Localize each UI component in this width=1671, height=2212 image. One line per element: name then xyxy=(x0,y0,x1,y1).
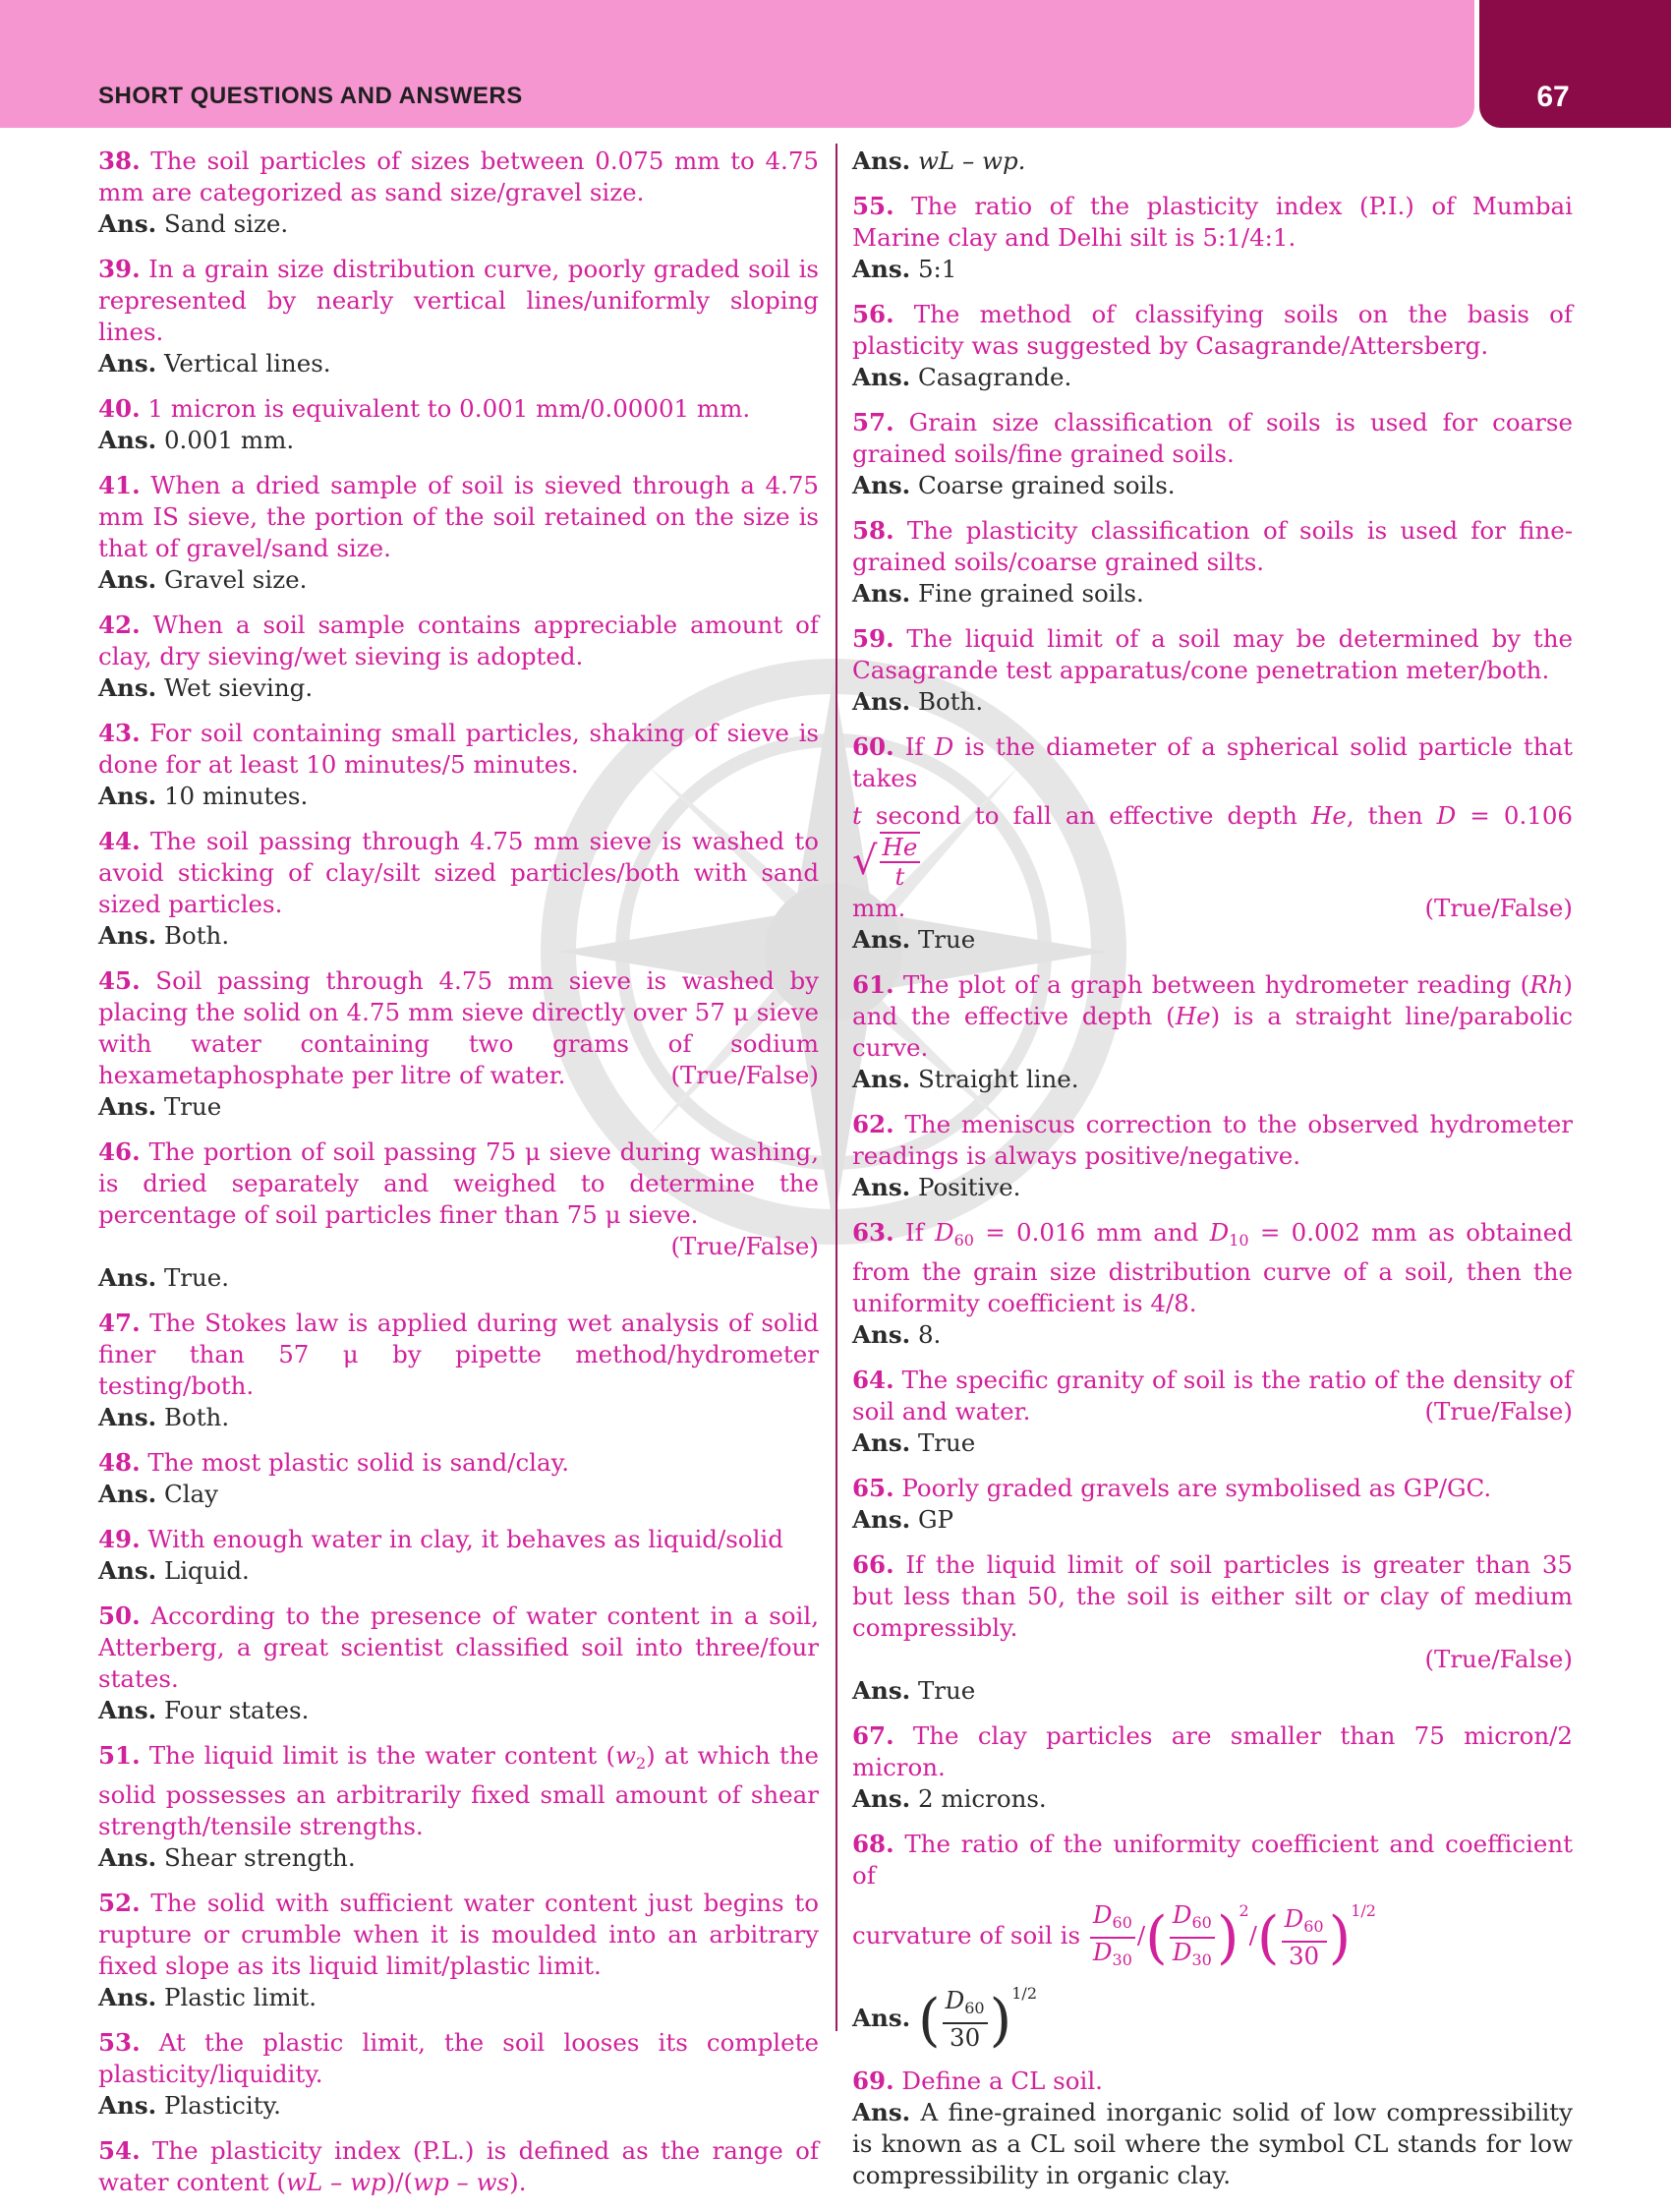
page-number-tab xyxy=(1479,0,1671,128)
qa-54: 54. The plasticity index (P.L.) is defined as the range of water content (wL – wp)/(wp – ws). xyxy=(98,2136,819,2196)
qa-50: 50. According to the presence of water content in a soil, Atterberg, a great scientist classified soil into three/four states. Ans. Four states. xyxy=(98,1601,819,1724)
page-number: 67 xyxy=(1536,81,1570,113)
qa-69: 69. Define a CL soil. Ans. A fine-grained inorganic solid of low compressibility is known as a CL soil where the symbol CL stands for low compressibility in organic clay. xyxy=(852,2066,1573,2189)
qa-44: 44. The soil passing through 4.75 mm sieve is washed to avoid sticking of clay/silt sized particles/both with sand sized particles. Ans. Both. xyxy=(98,827,819,950)
header-bar xyxy=(0,0,1474,128)
fraction-d60-d30: $\frac{D_{60}}{D_{30}}$ xyxy=(1090,1901,1135,1974)
qa-55: 55. The ratio of the plasticity index (P.I.) of Mumbai Marine clay and Delhi silt is 5:1/4:1. Ans. 5:1 xyxy=(852,192,1573,283)
qa-58: 58. The plasticity classification of soils is used for fine-grained soils/coarse grained silts. Ans. Fine grained soils. xyxy=(852,516,1573,608)
qa-68: 68. The ratio of the uniformity coefficient and coefficient of curvature of soil is $\frac{D_{60}}{D_{30}}$ /( $\frac{D_{60}}{D_{30}}$ )$^2$/( $\frac{D_{60}}{30}$ )$^{1/2}$ Ans. ( $\frac{D_{60}}{30}$ )$^{1/2}$ xyxy=(852,1830,1574,2053)
qa-63: 63. If $D_{60} = 0.016$ mm and $D_{10} = 0.002$ mm as obtained from the grain size distribution curve of a soil, then the uniformity coefficient is 4/8. Ans. 8. xyxy=(852,1218,1573,1349)
qa-41: 41. When a dried sample of soil is sieved through a 4.75 mm IS sieve, the portion of the soil retained on the size is that of gravel/sand size. Ans. Gravel size. xyxy=(98,471,819,594)
qa-39: 39. In a grain size distribution curve, poorly graded soil is represented by nearly vertical lines/uniformly sloping lines. Ans. Vertical lines. xyxy=(98,255,819,378)
right-column xyxy=(852,146,1573,2205)
qa-43: 43. For soil containing small particles, shaking of sieve is done for at least 10 minutes/5 minutes. Ans. 10 minutes. xyxy=(98,719,819,810)
qa-40: 40. 1 micron is equivalent to 0.001 mm/0.00001 mm. Ans. 0.001 mm. xyxy=(98,394,751,454)
qa-67: 67. The clay particles are smaller than 75 micron/2 micron. Ans. 2 microns. xyxy=(852,1721,1574,1813)
qa-49: 49. With enough water in clay, it behaves as liquid/solid Ans. Liquid. xyxy=(98,1525,783,1585)
qa-54-answer: Ans. wL – wp. xyxy=(852,146,1026,175)
qa-45: 45. Soil passing through 4.75 mm sieve is washed by placing the solid on 4.75 mm sieve directly over 57 μ sieve with water containing two grams of sodium hexametaphosphate per litre of water. (True/False) Ans. True xyxy=(98,966,819,1121)
qa-46: 46. The portion of soil passing 75 μ sieve during washing, is dried separately and weighed to determine the percentage of soil particles finer than 75 μ sieve. (True/False) Ans. True. xyxy=(98,1137,819,1292)
qa-61: 61. The plot of a graph between hydrometer reading (Rh) and the effective depth (He) is a straight line/parabolic curve. Ans. Straight line. xyxy=(852,970,1574,1093)
qa-47: 47. The Stokes law is applied during wet analysis of solid finer than 57 μ by pipette method/hydrometer testing/both. Ans. Both. xyxy=(98,1309,820,1431)
left-column xyxy=(98,146,819,2212)
qa-60: 60. If D is the diameter of a spherical solid particle that takes t second to fall an effective depth He, then D = 0.106 √ $\frac{He}{t}$ mm. (True/False) Ans. True xyxy=(852,732,1573,954)
running-header: SHORT QUESTIONS AND ANSWERS xyxy=(98,83,523,109)
qa-38: 38. The soil particles of sizes between 0.075 mm to 4.75 mm are categorized as sand size/gravel size. Ans. Sand size. xyxy=(98,146,819,238)
qa-48: 48. The most plastic solid is sand/clay. Ans. Clay xyxy=(98,1448,570,1508)
qa-66: 66. If the liquid limit of soil particles is greater than 35 but less than 50, the soil is either silt or clay of medium compressibly. (True/False) Ans. True xyxy=(852,1550,1573,1705)
column-divider xyxy=(836,144,837,2031)
qa-56: 56. The method of classifying soils on the basis of plasticity was suggested by Casagrande/Attersberg. Ans. Casagrande. xyxy=(852,300,1573,391)
qa-59: 59. The liquid limit of a soil may be determined by the Casagrande test apparatus/cone penetration meter/both. Ans. Both. xyxy=(852,624,1573,716)
qa-52: 52. The solid with sufficient water content just begins to rupture or crumble when it is moulded into an arbitrary fixed slope as its liquid limit/plastic limit. Ans. Plastic limit. xyxy=(98,1889,819,2011)
qa-62: 62. The meniscus correction to the observed hydrometer readings is always positive/negative. Ans. Positive. xyxy=(852,1110,1573,1201)
qa-42: 42. When a soil sample contains appreciable amount of clay, dry sieving/wet sieving is adopted. Ans. Wet sieving. xyxy=(98,611,819,702)
qa-65: 65. Poorly graded gravels are symbolised as GP/GC. Ans. GP xyxy=(852,1474,1492,1534)
qa-57: 57. Grain size classification of soils is used for coarse grained soils/fine grained soils. Ans. Coarse grained soils. xyxy=(852,408,1573,499)
qa-53: 53. At the plastic limit, the soil looses its complete plasticity/liquidity. Ans. Plasticity. xyxy=(98,2028,819,2120)
qa-51: 51. The liquid limit is the water content $(w_2)$ at which the solid possesses an arbitrarily fixed small amount of shear strength/tensile strengths. Ans. Shear strength. xyxy=(98,1741,819,1872)
qa-64: 64. The specific granity of soil is the ratio of the density of soil and water. (True/False) Ans. True xyxy=(852,1366,1573,1457)
sqrt-formula: √ $\frac{He}{t}$ xyxy=(852,832,922,891)
